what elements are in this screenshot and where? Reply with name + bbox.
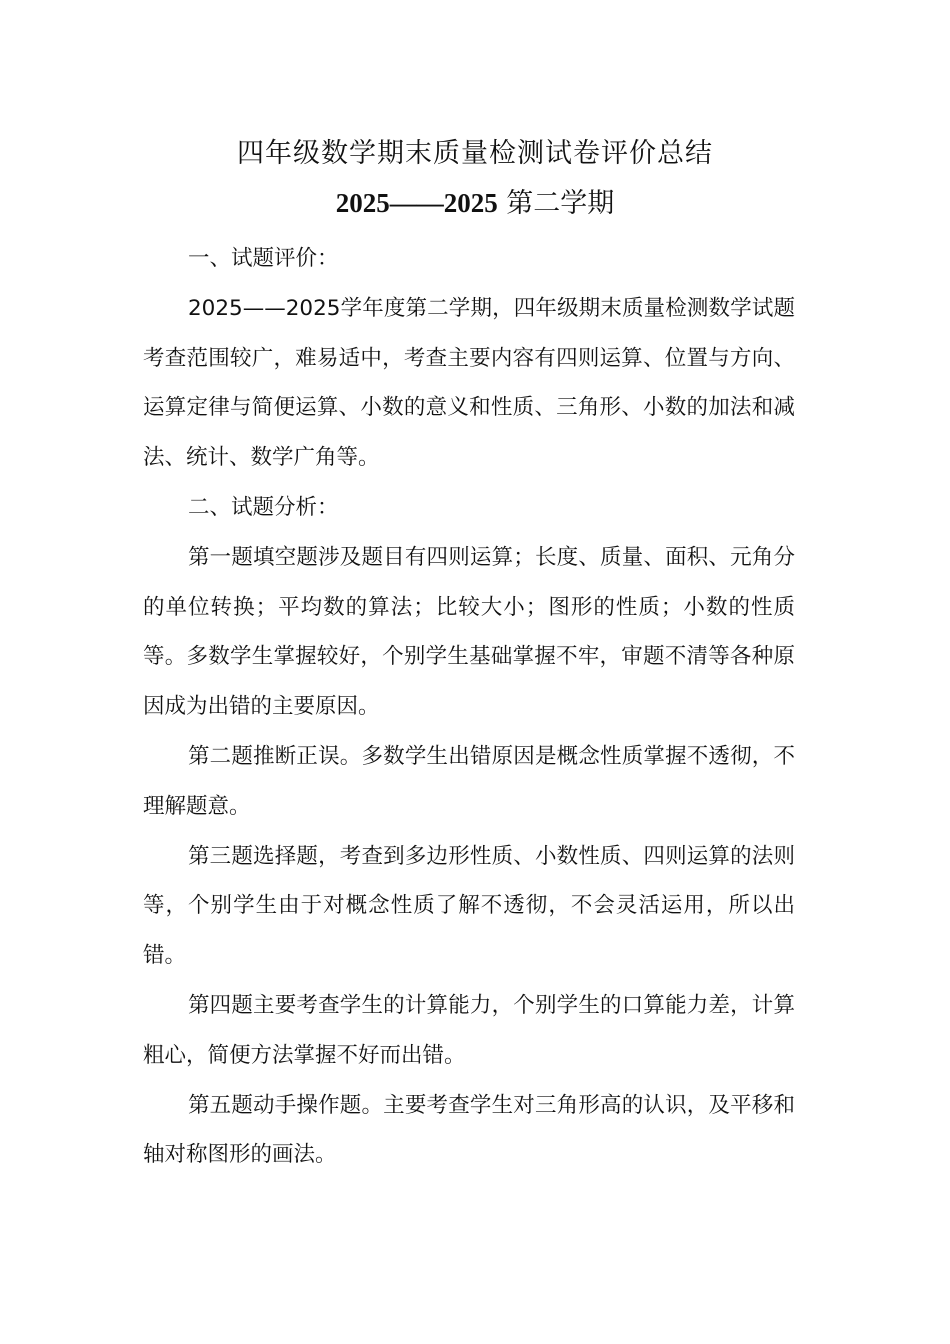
subtitle-year: 2025——2025 — [335, 188, 498, 218]
paragraph-evaluation: 2025——2025学年度第二学期，四年级期末质量检测数学试题考查范围较广，难易适中，考查主要内容有四则运算、位置与方向、运算定律与简便运算、小数的意义和性质、三角形、小数的加法和减法、统计、数学广角等。 — [143, 295, 795, 471]
paragraph-question-4: 第四题主要考查学生的计算能力，个别学生的口算能力差，计算粗心，简便方法掌握不好而出错。 — [143, 992, 795, 1068]
section-heading-analysis: 二、试题分析： — [188, 494, 339, 520]
document-body — [143, 234, 795, 1180]
paragraph-question-1: 第一题填空题涉及题目有四则运算；长度、质量、面积、元角分的单位转换；平均数的算法；比较大小；图形的性质；小数的性质等。多数学生掌握较好，个别学生基础掌握不牢，审题不清等各种原因成为出错的主要原因。 — [143, 544, 795, 720]
paragraph-question-3: 第三题选择题，考查到多边形性质、小数性质、四则运算的法则等，个别学生由于对概念性质了解不透彻，不会灵活运用，所以出错。 — [143, 843, 795, 969]
document-subtitle — [0, 181, 950, 220]
paragraph-question-5: 第五题动手操作题。主要考查学生对三角形高的认识，及平移和轴对称图形的画法。 — [143, 1092, 795, 1168]
document-title: 四年级数学期末质量检测试卷评价总结 — [237, 138, 713, 169]
paragraph-question-2: 第二题推断正误。多数学生出错原因是概念性质掌握不透彻，不理解题意。 — [143, 743, 795, 819]
subtitle-term: 第二学期 — [506, 188, 615, 219]
section-heading-evaluation: 一、试题评价： — [188, 246, 339, 271]
